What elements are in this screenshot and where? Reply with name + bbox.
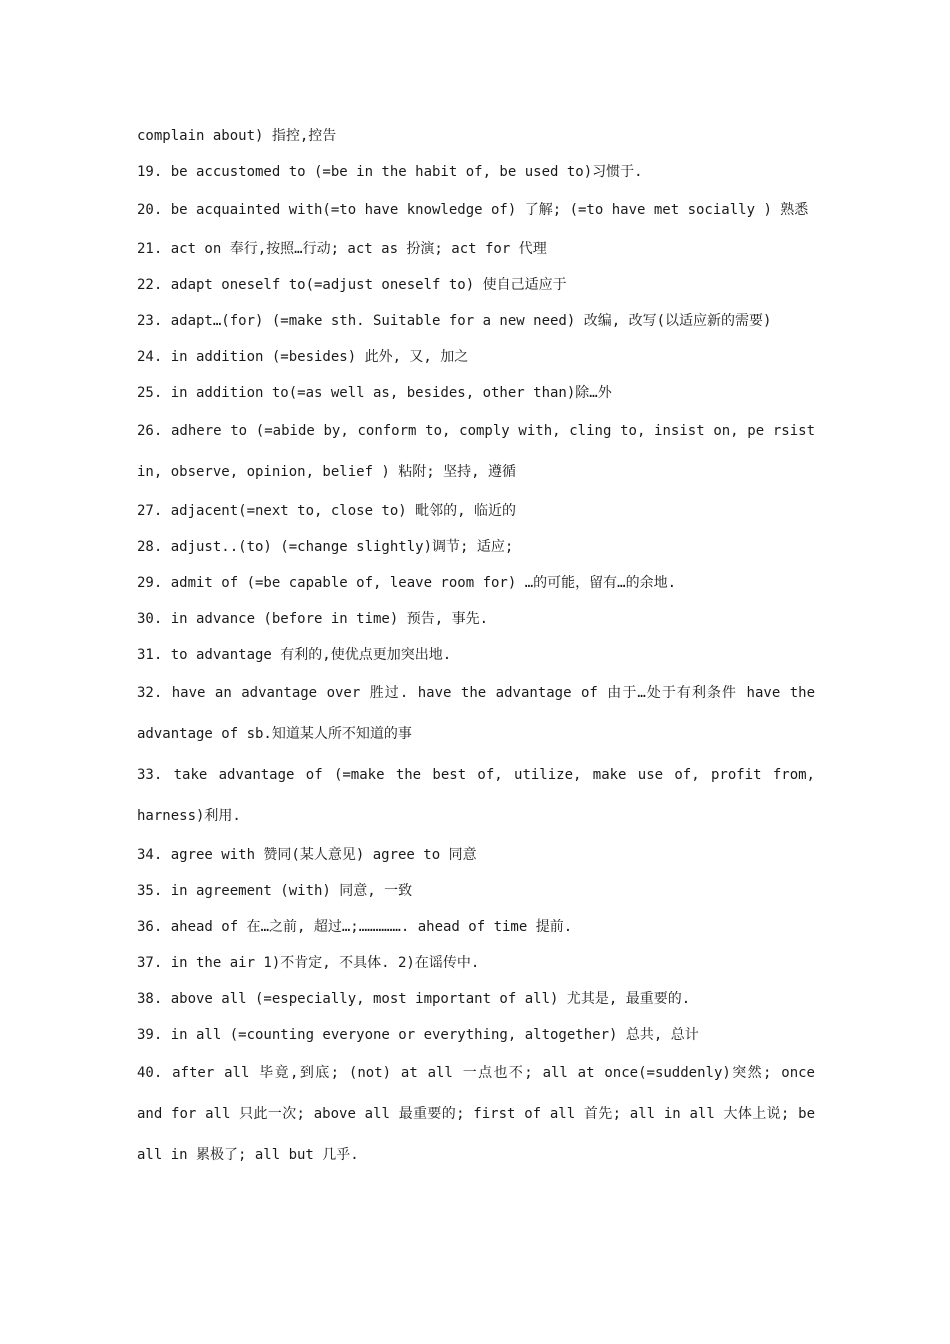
phrase-entry: 20. be acquainted with(=to have knowledge of) 了解; (=to have met socially ) 熟悉 — [137, 202, 809, 218]
phrase-entry: 22. adapt oneself to(=adjust oneself to) 使自己适应于 — [137, 277, 567, 293]
phrase-entry: 24. in addition (=besides) 此外, 又, 加之 — [137, 349, 469, 365]
phrase-entry: 34. agree with 赞同(某人意见) agree to 同意 — [137, 847, 477, 863]
phrase-entry: 30. in advance (before in time) 预告, 事先. — [137, 611, 489, 627]
phrase-entry: 26. adhere to (=abide by, conform to, comply with, cling to, insist on, pe rsist in, observe, opinion, belief ) 粘附; 坚持, 遵循 — [137, 423, 815, 480]
phrase-entry: 36. ahead of 在…之前, 超过…;……………. ahead of time 提前. — [137, 919, 573, 935]
phrase-entry: 38. above all (=especially, most important of all) 尤其是, 最重要的. — [137, 991, 691, 1007]
phrase-entry: 37. in the air 1)不肯定, 不具体. 2)在谣传中. — [137, 955, 480, 971]
phrase-entry: 23. adapt…(for) (=make sth. Suitable for a new need) 改编, 改写(以适应新的需要) — [137, 313, 772, 329]
phrase-entry: 39. in all (=counting everyone or everything, altogether) 总共, 总计 — [137, 1027, 699, 1043]
phrase-entry: 31. to advantage 有利的,使优点更加突出地. — [137, 647, 452, 663]
phrase-entry: 21. act on 奉行,按照…行动; act as 扮演; act for 代理 — [137, 241, 547, 257]
phrase-entry: 40. after all 毕竟,到底; (not) at all 一点也不; all at once(=suddenly)突然; once and for all 只此一次; above all 最重要的; first of all 首先; all in all 大体上说; be all in 累极了; all but 几乎. — [137, 1065, 815, 1163]
phrase-entry: 27. adjacent(=next to, close to) 毗邻的, 临近的 — [137, 503, 517, 519]
phrase-entry: complain about) 指控,控告 — [137, 128, 337, 144]
phrase-entry: 25. in addition to(=as well as, besides, other than)除…外 — [137, 385, 612, 401]
phrase-list — [137, 118, 815, 1176]
phrase-entry: 28. adjust..(to) (=change slightly)调节; 适应; — [137, 539, 514, 555]
phrase-entry: 19. be accustomed to (=be in the habit of, be used to)习惯于. — [137, 164, 643, 180]
phrase-entry: 35. in agreement (with) 同意, 一致 — [137, 883, 413, 899]
phrase-entry: 29. admit of (=be capable of, leave room for) …的可能，留有…的余地. — [137, 575, 677, 591]
phrase-entry: 33. take advantage of (=make the best of, utilize, make use of, profit from, harness)利用. — [137, 767, 815, 824]
phrase-entry: 32. have an advantage over 胜过. have the advantage of 由于…处于有利条件 have the advantage of sb.知道某人所不知道的事 — [137, 685, 815, 742]
